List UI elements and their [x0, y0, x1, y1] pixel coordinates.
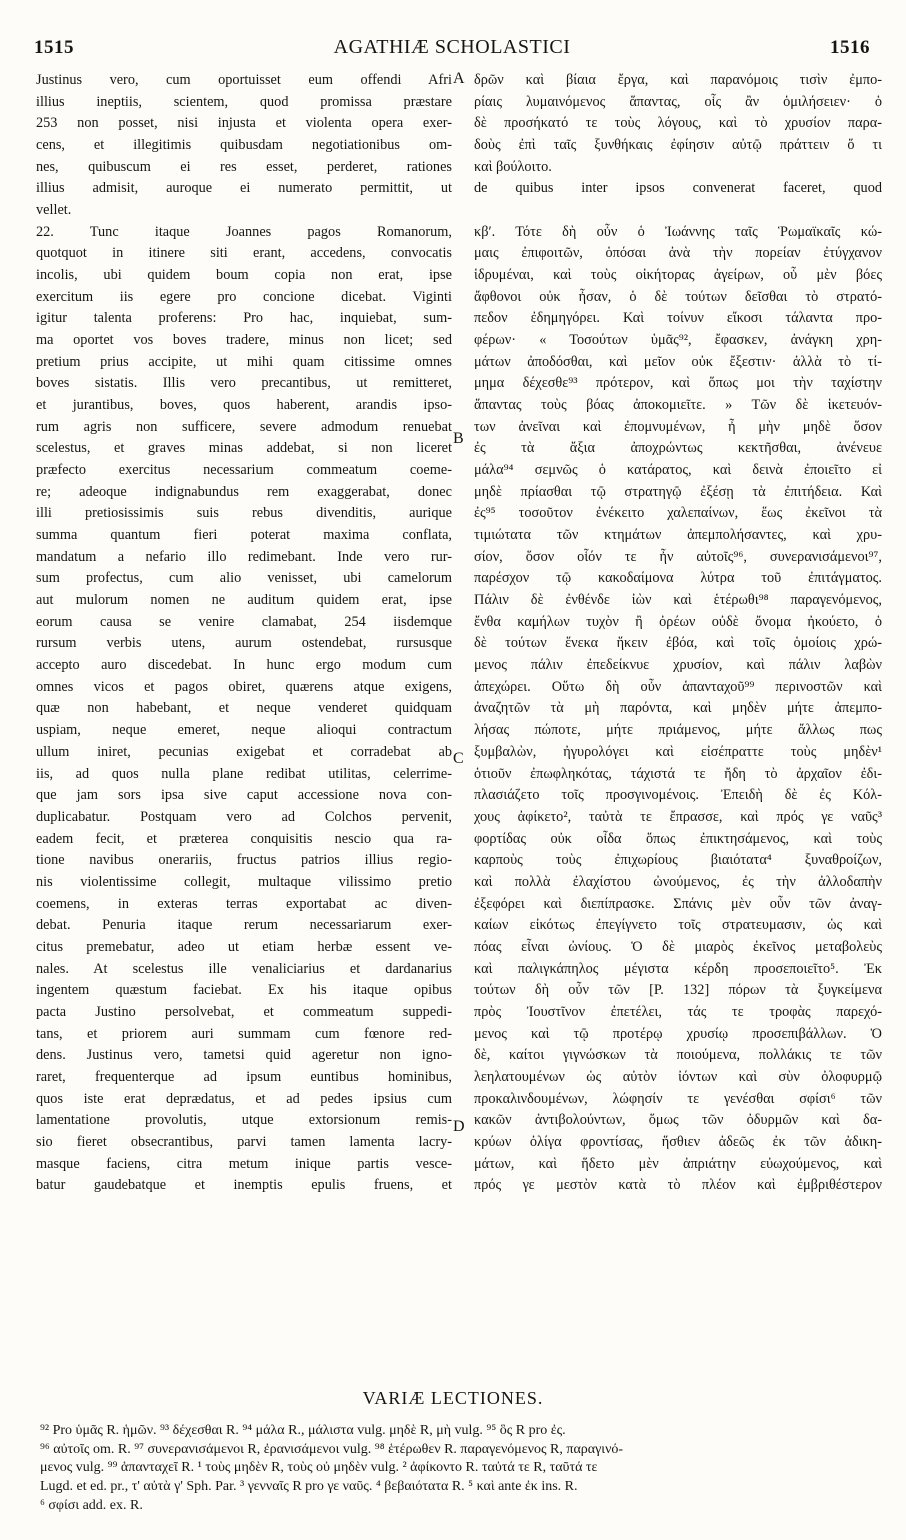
text-line: ingentem quæstum faciebat. Ex his itaque opibus	[36, 982, 452, 999]
text-line: vellet.	[36, 202, 72, 219]
text-line: ma oportet vos boves tradere, minus non licet; sed	[36, 332, 452, 349]
text-line: καρποὺς τοὺς ἐπιχωρίους βιαιότατα⁴ ξυναθροίζων,	[474, 852, 882, 869]
text-line: ⁹² Pro ὑμᾶς R. ἡμῶν. ⁹³ δέχεσθαι R. ⁹⁴ μάλα R., μάλιστα vulg. μηδὲ R, μὴ vulg. ⁹⁵ ὃς R pro ἐς.	[40, 1423, 566, 1438]
text-line: coemens, in exteras terras exportabat ac diven-	[36, 895, 452, 912]
greek-column	[474, 70, 882, 1197]
text-line: λεηλατουμένων ὡς αὐτὸν ἰόντων καὶ σὺν ὀλοφυρμῷ	[474, 1068, 882, 1085]
text-line: quotquot in itinere siti erant, accedens, convocatis	[36, 245, 452, 262]
text-line: aut mulorum nomen ne auditum quidem erat, ipse	[36, 592, 452, 609]
running-title: AGATHIÆ SCHOLASTICI	[333, 36, 571, 58]
text-line: δὲ τούτων ἕνεκα ἥκειν ἐβόα, καὶ τοῖς ὁμοίοις χρώ-	[474, 635, 882, 652]
running-header	[34, 36, 870, 62]
text-line: πλασιάζετο τοῖς προσγινομένοις. Ἐπειδὴ δὲ ἐς Κόλ-	[474, 787, 882, 804]
text-line: et jurantibus, boves, quos haberent, arandis ipso-	[36, 397, 452, 414]
text-line: 253 non posset, nisi injusta et violenta opera exer-	[36, 115, 452, 132]
text-line: προκαλινδουμένων, λώφησίν τε γενέσθαι σφίσι⁶ τῶν	[474, 1090, 882, 1107]
text-line: τιμιώτατα τῶν κτημάτων ἀπεμπολήσαντες, καὶ χρυ-	[474, 527, 882, 544]
text-line: illius ineptiis, scientem, quod promissa præstare	[36, 93, 452, 110]
text-line: μαις ἐπιφοιτῶν, ὁπόσαι ἀνὰ τὴν πορείαν ἐτύγχανον	[474, 245, 882, 262]
text-line: πεδον ἐδημηγόρει. Καὶ τοίνυν εἴκοσι τάλαντα προ-	[474, 310, 882, 327]
text-line: nales. At scelestus ille venaliciarius et dardanarius	[36, 960, 452, 977]
text-line: μηδὲ πρίασθαι τῷ στρατηγῷ ἐξέσῃ τὰ ἐπιτήδεια. Καὶ	[474, 483, 882, 500]
text-line: tans, et priorem auri summam cum fœnore red-	[36, 1025, 452, 1042]
text-line: accepto auro discedebat. In hunc ergo modum cum	[36, 657, 452, 674]
text-line: ἀναζητῶν τὰ μὴ παρόντα, καὶ μηδὲν μήτε ἀπεμπο-	[474, 700, 882, 717]
text-line: χους ἀφίκετο², ταὐτὰ τε ἔπρασσε, καὶ πρός γε ναῦς³	[474, 808, 882, 825]
text-line: de quibus inter ipsos convenerat faceret, quod	[474, 180, 882, 197]
text-line: των ἀνεῖναι καὶ ἐπομνυμένων, ἦ μὴν μηδὲ ὅσον	[474, 418, 882, 435]
text-line: ἱδρυμέναι, καὶ τοὺς οἰκήτορας ἀγείρων, οὗ μὲν βόες	[474, 267, 882, 284]
text-line: igitur talenta proferens: Pro hac, inquiebat, sum-	[36, 310, 452, 327]
text-line: καὶ πολλὰ ἐλαχίστου ὠνούμενος, ἐς τὴν ἀλλοδαπὴν	[474, 873, 882, 890]
text-line: sum profectus, cum alio venisset, ubi camelorum	[36, 570, 452, 587]
latin-column	[36, 70, 452, 1197]
right-page-number: 1516	[829, 37, 870, 58]
left-page-number: 1515	[34, 37, 74, 58]
text-line: cens, et illegitimis quibusdam negotiationibus om-	[36, 137, 452, 154]
text-line: que jam sors ipsa sive caput accessione nova con-	[36, 787, 452, 804]
text-line: iis, ad quos nulla plane redibat utilitas, celerrime-	[36, 765, 452, 782]
text-line: ἀπεχώρει. Οὕτω δὴ οὖν ἁπανταχοῦ⁹⁹ περινοστῶν καὶ	[474, 678, 882, 695]
text-line: μενος vulg. ⁹⁹ ἁπανταχεῖ R. ¹ τοὺς μηδὲν R, τοὺς οὐ μηδὲν vulg. ² ἀφίκοντο R. ταὐτά τε R, ταῦτά τε	[40, 1460, 598, 1476]
text-line: pacta Justino persolvebat, et commeatum suppedi-	[36, 1003, 452, 1020]
text-line: summa quantum fieri poterat maxima conflata,	[36, 527, 452, 544]
text-line: Lugd. et ed. pr., τ' αὐτὰ γ' Sph. Par. ³ γενναῖς R pro γε ναῦς. ⁴ βεβαιότατα R. ⁵ καὶ ante ἐκ ins. R.	[40, 1479, 578, 1495]
text-line: debat. Penuria itaque rerum necessariarum exer-	[36, 917, 452, 934]
text-line: rum agris non sufficere, severe admodum renuebat	[36, 418, 452, 435]
text-line: quæ non habebant, et neque venderet quidquam	[36, 700, 452, 717]
text-line: scelestus, et graves minas addebat, si non liceret	[36, 440, 452, 457]
text-line: pretium prius accipite, ut mihi quam citissime omnes	[36, 353, 452, 370]
text-line: lamentatione provolutis, utque extorsionum remis-	[36, 1112, 452, 1129]
margin-marker-b: B	[453, 430, 464, 447]
text-line: μάτων, καὶ ἥδετο μὲν ἀπριάτην εὐωχούμενος, καὶ	[474, 1155, 882, 1172]
text-line: πρὸς Ἰουστῖνον ἐπετέλει, τάς τε τροφὰς παρεχό-	[474, 1003, 882, 1020]
text-line: δρῶν καὶ βίαια ἔργα, καὶ παρανόμοις τισὶν ἐμπο-	[474, 72, 882, 88]
text-line: καὶ βούλοιτο.	[474, 158, 552, 175]
text-line: ἄφθονοι οὐκ ἦσαν, ὁ δὲ τούτων δεῖσθαι τὸ στρατό-	[474, 288, 882, 305]
text-line: ἔνθα καμήλων τυχὸν ἢ ὀρέων οὐδὲ ὄνομα ἠκούετο, ὁ	[474, 613, 882, 630]
text-line: φέρων· « Τοσούτων ὑμᾶς⁹², ἔφασκεν, ἀνάγκη χρη-	[474, 332, 882, 349]
text-line: illius admisit, auroque ei numerato permittit, ut	[36, 180, 452, 197]
text-line: 22. Tunc itaque Joannes pagos Romanorum,	[36, 223, 452, 240]
text-line: παρέσχον τῷ κακοδαίμονα λύτρα τοῦ ἐπιτάγματος.	[474, 570, 882, 587]
text-line: duplicabatur. Postquam vero ad Colchos pervenit,	[36, 808, 452, 825]
text-line: καὶ παλιγκάπηλος μέγιστα κέρδη προσεποιεῖτο⁵. Ἐκ	[474, 960, 882, 977]
text-line: eorum causa se venire clamabat, 254 iisdemque	[36, 613, 452, 630]
text-line: masque faciens, citra metum inique partis vesce-	[36, 1155, 452, 1172]
text-line: ἅπαντας τοὺς βόας ἀποκομιεῖτε. » Τῶν δὲ ἱκετευόν-	[474, 397, 882, 414]
margin-marker-d: D	[453, 1118, 465, 1135]
text-line: uspiam, neque emeret, neque alioqui contractum	[36, 722, 452, 739]
text-line: rursum verbis utens, aurum ostendebat, rursusque	[36, 635, 452, 652]
text-line: re; adeoque indignabundus rem exaggerabat, donec	[36, 483, 452, 500]
text-line: φορτίδας οὐκ οἶδα ὅπως ἐπικτησάμενος, καὶ τοὺς	[474, 830, 882, 847]
text-line: μάτων ἀποδόσθαι, καὶ μεῖον οὐκ ἔξεστιν· ἀλλὰ τὸ τί-	[474, 353, 882, 370]
text-line: quos iste erat deprædatus, et ad pedes ipsius cum	[36, 1090, 452, 1107]
text-line: tione navibus onerariis, fructus patrios illius regio-	[36, 852, 452, 869]
text-line: μενος καὶ τῷ προτέρῳ χρυσίῳ προσεπιβάλλων. Ὁ	[474, 1025, 882, 1042]
text-line: incolis, ubi quidem boum copia non erat, ipse	[36, 267, 452, 284]
text-line: citus premebatur, adeo ut etiam herbæ essent ve-	[36, 938, 452, 955]
text-line: κακῶν ἀντιβολούντων, ὅμως τῶν ὀδυρμῶν καὶ δα-	[474, 1112, 882, 1129]
text-line: boves sistatis. Illis vero precantibus, ut remitteret,	[36, 375, 452, 392]
text-line: καίων εἰκότως ἐπεγίγνετο τοῖς στρατευμασιν, ὡς καὶ	[474, 917, 882, 934]
text-line: μάλα⁹⁴ σεμνῶς ὁ κατάρατος, καὶ δεινὰ ἐποιεῖτο εἰ	[474, 462, 882, 479]
text-line: Πάλιν δὲ ἐνθένδε ἰὼν καὶ ἑτέρωθι⁹⁸ παραγενόμενος,	[474, 592, 882, 609]
text-line: ἐς⁹⁵ τοσοῦτον ἐνέκειτο χαλεπαίνων, ἕως ἐκεῖνοι τὰ	[474, 505, 882, 522]
text-line: ⁹⁶ αὐτοῖς om. R. ⁹⁷ συνερανισάμενοι R, ἐρανισάμενοι vulg. ⁹⁸ ἑτέρωθεν R. παραγενόμενος R, παραγινό-	[40, 1441, 624, 1457]
margin-marker-c: C	[453, 750, 464, 767]
text-line: ὁτιοῦν ἐπωφληκότας, τάχιστά τε ἤδη τὸ ἀρχαῖον ἐδι-	[474, 765, 882, 782]
margin-marker-a: A	[453, 70, 465, 87]
text-line: præfecto exercitus necessarium commeatum coeme-	[36, 462, 452, 479]
text-line: illi pretiosissimis suis rebus divenditis, aurique	[36, 505, 452, 522]
text-line: ξυμβαλὼν, ἠγυρολόγει καὶ εἰσέπραττε τοὺς μηδὲν¹	[474, 743, 882, 760]
text-line: dens. Justinus vero, tametsi quid ageretur non igno-	[36, 1047, 452, 1064]
variae-lectiones-notes	[40, 1422, 882, 1516]
text-line: δὲ, καίτοι γιγνώσκων τὰ ποιούμενα, πολλάκις τε τῶν	[474, 1047, 882, 1064]
text-line: μενος πάλιν ἐπεδείκνυε χρυσίον, καὶ πάλιν λαβὼν	[474, 657, 882, 674]
text-line: raret, frequenterque ad ipsum euntibus hominibus,	[36, 1068, 452, 1085]
text-line: mandatum a nefario illo redimebant. Inde vero rur-	[36, 548, 452, 565]
text-line: ρίαις λυμαινόμενος ἅπαντας, οἷς ἂν ὁμιλήσειεν· ὁ	[474, 93, 882, 110]
text-line: ⁶ σφίσι add. ex. R.	[40, 1497, 143, 1513]
text-line: λήσας πώποτε, μήτε πριάμενος, μήτε ἄλλως πως	[474, 722, 882, 739]
variae-lectiones-heading: VARIÆ LECTIONES.	[362, 1388, 544, 1408]
text-line: μημα δέχεσθε⁹³ πρότερον, καὶ ὅπως μοι τὴν ταχίστην	[474, 375, 882, 392]
text-line: σίον, ὅσον οἷόν τε ἦν αὐτοῖς⁹⁶, συνερανισάμενοι⁹⁷,	[474, 548, 882, 565]
text-line: nis violentissime collegit, multaque vilissimo pretio	[36, 873, 452, 890]
text-line: ἐς τὰ ἄξια ἀποχρώντως κεκτῆσθαι, ἀνένευε	[474, 440, 882, 457]
text-line: ἐξεφόρει καὶ διεπίπρασκε. Σπάνις μὲν οὖν τῶν ἀναγ-	[474, 895, 882, 912]
text-line: τούτων δὴ οὖν τῶν [P. 132] πόρων τὰ ξυγκείμενα	[474, 982, 882, 999]
text-line: κρύων ὀλίγα φροντίσας, ἥσθιεν ἀδεῶς ἐκ τῶν ἀδικη-	[474, 1133, 882, 1150]
text-line: sio fieret obsecrantibus, parvi tamen lamenta lacry-	[36, 1133, 452, 1150]
text-line: πρός γε μεστὸν κατὰ τὸ πλέον καὶ ἐμβριθέστερον	[474, 1177, 882, 1194]
text-line: πόας εἶναι ὠνίους. Ὁ δὲ μιαρὸς ἐκεῖνος μεταβολεὺς	[474, 938, 882, 955]
text-line: Justinus vero, cum oportuisset eum offendi Afri	[36, 72, 452, 88]
text-line: eadem fecit, et præterea conquisitis nescio qua ra-	[36, 830, 452, 847]
text-line: omnes vicos et pagos obiret, quærens atque exigens,	[36, 678, 452, 695]
text-line	[474, 200, 882, 222]
text-line: κβʹ. Τότε δὴ οὖν ὁ Ἰωάννης ταῖς Ῥωμαϊκαῖς κώ-	[474, 223, 882, 240]
text-line: exercitum iis egere pro concione dicebat. Viginti	[36, 288, 452, 305]
text-line: nes, quibuscum ei res esset, perderet, rationes	[36, 158, 452, 175]
text-line: δὲ προσήκατό τε τοὺς λόγους, καὶ τὸ χρυσίον παρα-	[474, 115, 882, 132]
text-line: δοὺς ἐπὶ ταῖς ξυνθήκαις ἐφίησιν αὐτῷ πράττειν ὅ τι	[474, 137, 882, 154]
text-line: ullum iniret, pecunias exigebat et corradebat ab	[36, 743, 452, 760]
text-line: batur gaudebatque et inemptis epulis fruens, et	[36, 1177, 452, 1194]
